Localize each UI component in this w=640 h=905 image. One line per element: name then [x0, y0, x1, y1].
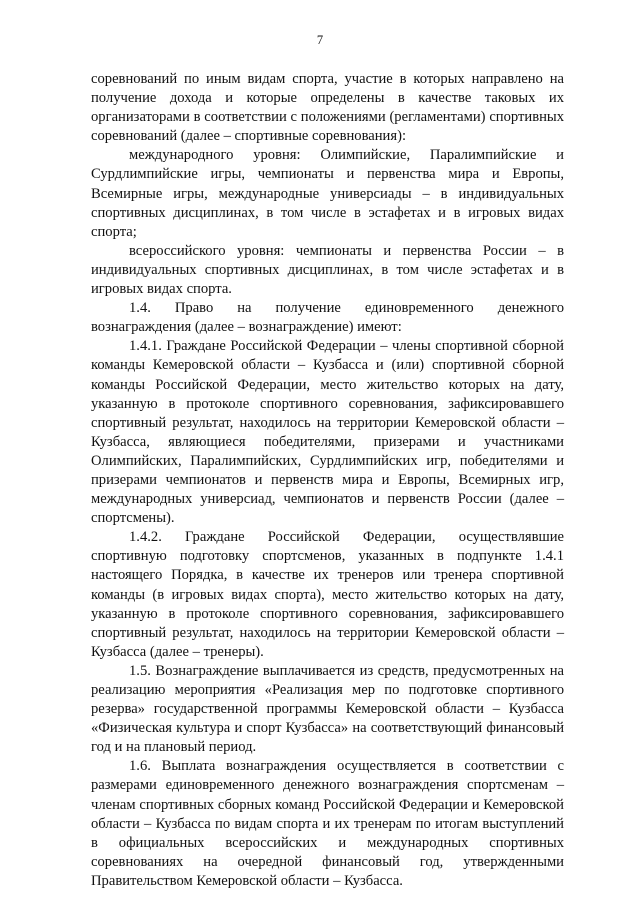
paragraph-continuation: соревнований по иным видам спорта, участие в которых направлено на получение дохода и которые определены в качестве таковых их организаторами в соответствии с положениями (регламентами) спортивных соревнований (далее – спортивные соревнования): [91, 71, 564, 145]
page-number: 7 [316, 33, 324, 47]
paragraph-1-4-2: 1.4.2. Граждане Российской Федерации, осуществлявшие спортивную подготовку спортсменов, указанных в подпункте 1.4.1 настоящего Порядка, в качестве их тренеров или тренера спортивной команды (в игровых видах спорта), место жительство которых на дату, указанную в протоколе спортивного соревнования, зафиксировавшего спортивный результат, находилось на территории Кемеровской области – Кузбасса (далее – тренеры). [91, 529, 564, 660]
paragraph-1-4-1: 1.4.1. Граждане Российской Федерации – члены спортивной сборной команды Кемеровской области – Кузбасса и (или) спортивной сборной команды Российской Федерации, место жительство которых на дату, указанную в протоколе спортивного соревнования, зафиксировавшего спортивный результат, находилось на территории Кемеровской области – Кузбасса, являющиеся победителями, призерами и участниками Олимпийских, Паралимпийских, Сурдлимпийских игр, победителями и призерами чемпионатов и первенств мира и Европы, Всемирных игр, международных универсиад, чемпионатов и первенств России (далее – спортсмены). [91, 338, 564, 527]
paragraph-1-4: 1.4. Право на получение единовременного денежного вознаграждения (далее – вознаграждение) имеют: [91, 300, 564, 336]
paragraph-international-level: международного уровня: Олимпийские, Паралимпийские и Сурдлимпийские игры, чемпионаты и первенства мира и Европы, Всемирные игры, международные универсиады – в индивидуальных спортивных дисциплинах, в том числе в эстафетах и в игровых видах спорта; [91, 147, 564, 240]
paragraph-national-level: всероссийского уровня: чемпионаты и первенства России – в индивидуальных спортивных дисциплинах, в том числе эстафетах и в игровых видах спорта. [91, 242, 564, 298]
document-body [91, 70, 564, 891]
paragraph-1-6: 1.6. Выплата вознаграждения осуществляется в соответствии с размерами единовременного денежного вознаграждения спортсменам – членам спортивных сборных команд Российской Федерации и Кемеровской области – Кузбасса по видам спорта и их тренерам по итогам выступлений в официальных всероссийских и международных спортивных соревнованиях на очередной финансовый год, утвержденными Правительством Кемеровской области – Кузбасса. [91, 758, 564, 889]
paragraph-1-5: 1.5. Вознаграждение выплачивается из средств, предусмотренных на реализацию мероприятия «Реализация мер по подготовке спортивного резерва» государственной программы Кемеровской области – Кузбасса «Физическая культура и спорт Кузбасса» на соответствующий финансовый год и на плановый период. [91, 662, 564, 756]
